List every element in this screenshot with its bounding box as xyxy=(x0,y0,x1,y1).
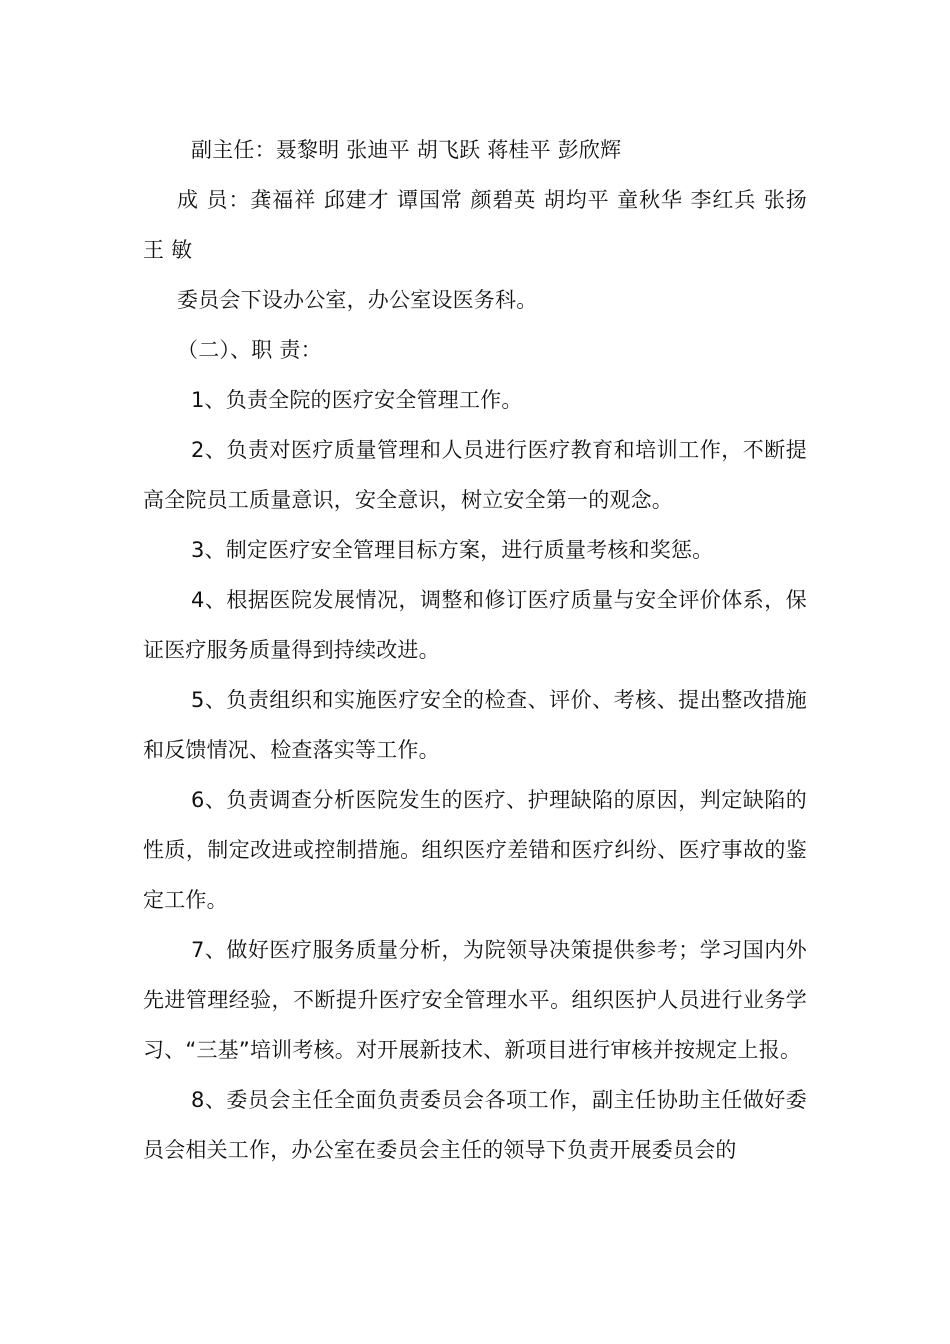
duties-heading: （二）、职 责： xyxy=(177,338,322,362)
duty-item-6: 6、负责调查分析医院发生的医疗、护理缺陷的原因，判定缺陷的性质，制定改进或控制措施。组织医疗差错和医疗纠纷、医疗事故的鉴定工作。 xyxy=(143,788,807,912)
vice-directors-line: 副主任：聂黎明 张迪平 胡飞跃 蒋桂平 彭欣辉 xyxy=(191,138,622,162)
duty-item-5: 5、负责组织和实施医疗安全的检查、评价、考核、提出整改措施和反馈情况、检查落实等工作。 xyxy=(143,688,807,762)
duty-item-2: 2、负责对医疗质量管理和人员进行医疗教育和培训工作，不断提高全院员工质量意识，安全意识，树立安全第一的观念。 xyxy=(143,438,807,512)
duty-item-1: 1、负责全院的医疗安全管理工作。 xyxy=(191,388,523,412)
duty-item-4: 4、根据医院发展情况，调整和修订医疗质量与安全评价体系，保证医疗服务质量得到持续改进。 xyxy=(143,588,807,662)
document-page xyxy=(143,125,807,1175)
members-line: 成 员：龚福祥 邱建才 谭国常 颜碧英 胡均平 童秋华 李红兵 张扬 王 敏 xyxy=(143,188,807,262)
duty-item-7: 7、做好医疗服务质量分析，为院领导决策提供参考；学习国内外先进管理经验，不断提升医疗安全管理水平。组织医护人员进行业务学习、“三基”培训考核。对开展新技术、新项目进行审核并按规定上报。 xyxy=(143,938,807,1062)
duty-item-8: 8、委员会主任全面负责委员会各项工作，副主任协助主任做好委员会相关工作，办公室在委员会主任的领导下负责开展委员会的 xyxy=(143,1088,807,1162)
office-line: 委员会下设办公室，办公室设医务科。 xyxy=(177,288,538,312)
duty-item-3: 3、制定医疗安全管理目标方案，进行质量考核和奖惩。 xyxy=(191,538,714,562)
